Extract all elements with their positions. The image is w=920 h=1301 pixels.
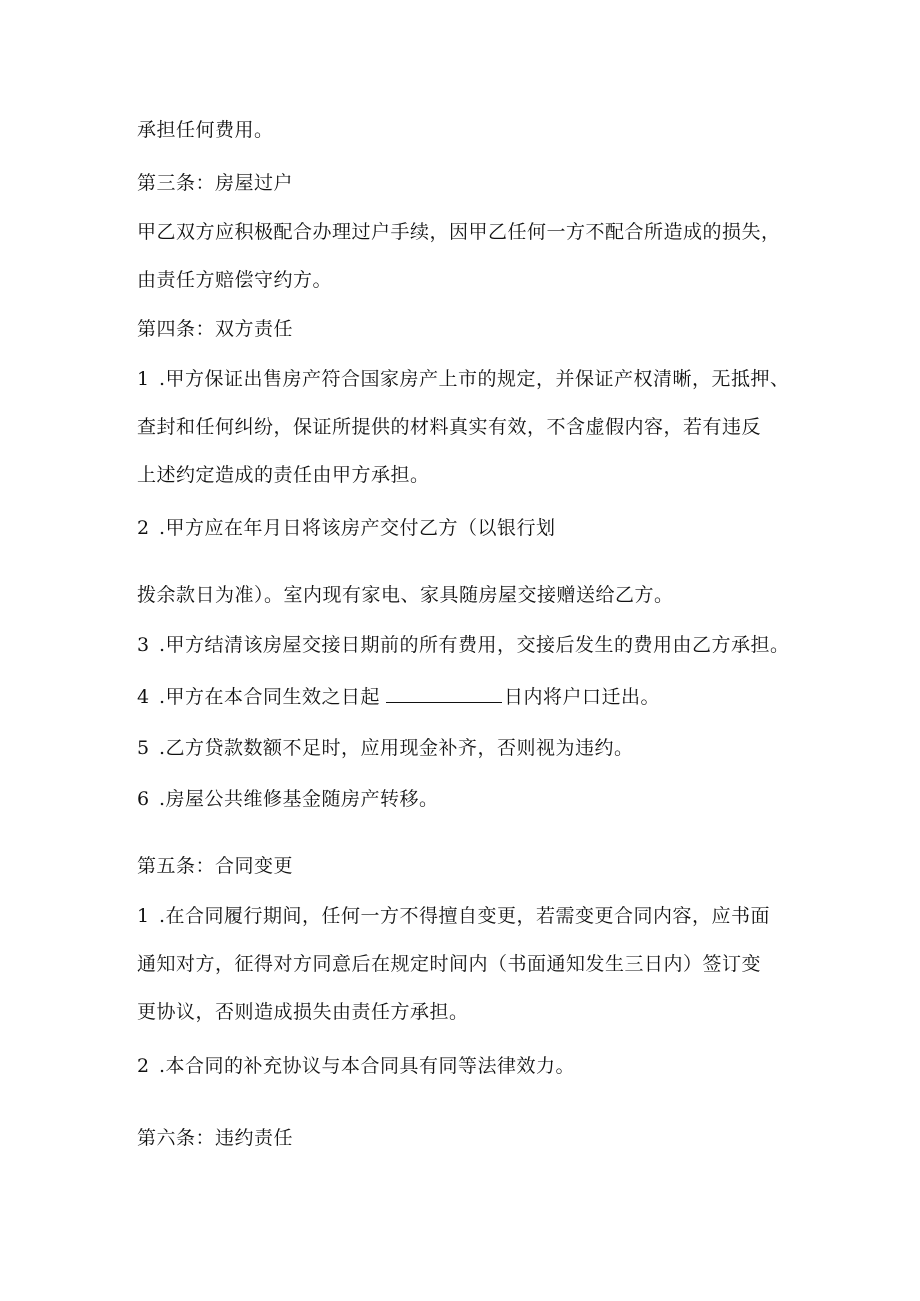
article-4-heading: 第四条：双方责任: [137, 318, 294, 340]
list-number: 4: [137, 686, 150, 708]
list-number: 1: [137, 905, 150, 927]
paragraph-line: 上述约定造成的责任由甲方承担。: [137, 464, 430, 486]
list-number: 1: [137, 368, 150, 390]
fill-in-blank: [386, 684, 502, 703]
list-text: .甲方结清该房屋交接日期前的所有费用，交接后发生的费用由乙方承担。: [159, 634, 790, 656]
list-item-1: [137, 903, 770, 929]
list-text: 日内将户口迁出。: [504, 686, 661, 708]
paragraph-line: 由责任方赔偿守约方。: [137, 269, 333, 291]
paragraph-line: 承担任何费用。: [137, 119, 274, 141]
article-3-heading: 第三条：房屋过户: [137, 172, 294, 194]
list-number: 2: [137, 1055, 150, 1077]
paragraph-line: 甲乙双方应积极配合办理过户手续，因甲乙任何一方不配合所造成的损失，: [137, 221, 781, 243]
list-item-6: [137, 786, 439, 812]
list-text: .乙方贷款数额不足时，应用现金补齐，否则视为违约。: [159, 737, 634, 759]
list-number: 6: [137, 788, 150, 810]
list-item-5: [137, 735, 634, 761]
list-item-3: [137, 632, 790, 658]
list-text: .甲方保证出售房产符合国家房产上市的规定，并保证产权清晰，无抵押、: [159, 368, 790, 390]
list-text: .甲方在本合同生效之日起: [159, 686, 381, 708]
list-item-2: [137, 515, 556, 541]
article-5-heading: 第五条：合同变更: [137, 855, 294, 877]
paragraph-line: 通知对方，征得对方同意后在规定时间内（书面通知发生三日内）签订变: [137, 953, 762, 975]
list-text: .本合同的补充协议与本合同具有同等法律效力。: [159, 1055, 576, 1077]
paragraph-line: 查封和任何纠纷，保证所提供的材料真实有效，不含虚假内容，若有违反: [137, 416, 762, 438]
paragraph-line: 拨余款日为准）。室内现有家电、家具随房屋交接赠送给乙方。: [137, 584, 674, 606]
list-item-2: [137, 1053, 575, 1079]
list-text: .在合同履行期间，任何一方不得擅自变更，若需变更合同内容，应书面: [159, 905, 771, 927]
list-text: .甲方应在年月日将该房产交付乙方（以银行划: [159, 517, 556, 539]
article-6-heading: 第六条：违约责任: [137, 1127, 294, 1149]
list-number: 3: [137, 634, 150, 656]
list-item-1: [137, 366, 790, 392]
list-number: 5: [137, 737, 150, 759]
paragraph-line: 更协议，否则造成损失由责任方承担。: [137, 1001, 469, 1023]
list-text: .房屋公共维修基金随房产转移。: [159, 788, 439, 810]
list-item-4: [137, 684, 660, 710]
list-number: 2: [137, 517, 150, 539]
